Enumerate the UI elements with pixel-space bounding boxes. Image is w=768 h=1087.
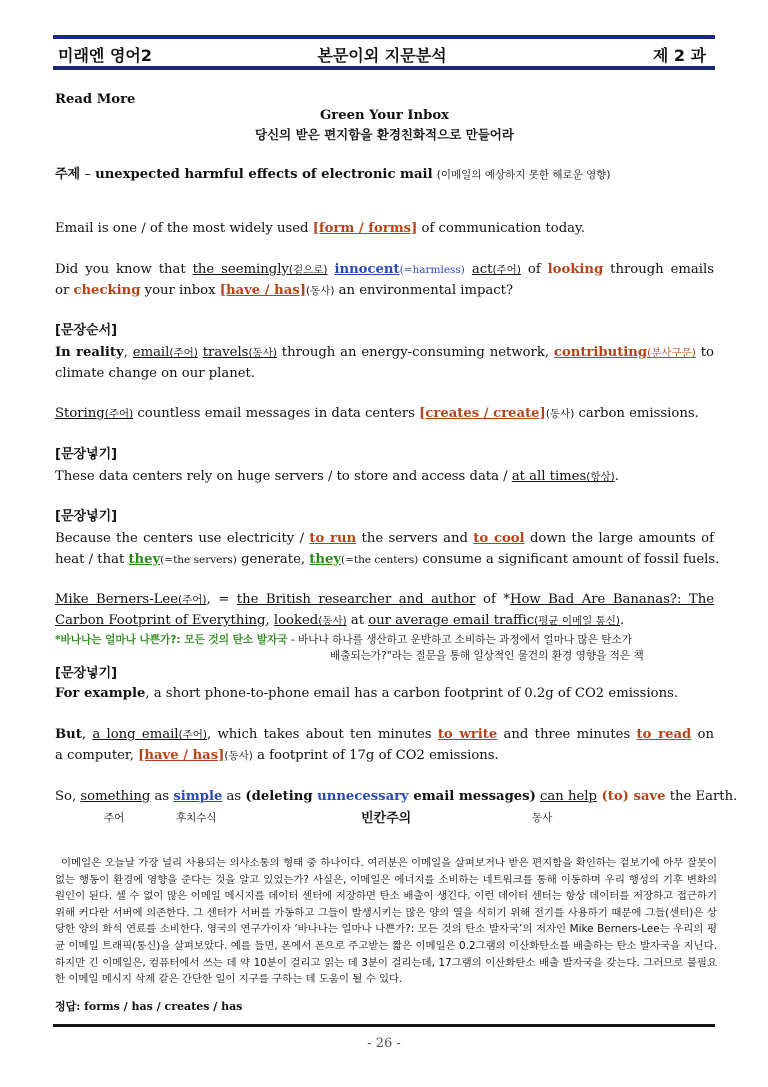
label-subject: 주어	[104, 812, 125, 824]
s9-verb-ko: (동사)	[224, 750, 253, 762]
s7-of: of *	[475, 592, 510, 607]
s9-comma: ,	[81, 727, 93, 742]
s9-text-d: a computer,	[55, 748, 139, 763]
s2-of: of	[520, 262, 548, 277]
sentence-2-line-2	[55, 281, 714, 301]
korean-translation	[55, 855, 717, 988]
read-more-heading: Read More	[55, 92, 136, 107]
s10-unnecessary: unnecessary	[317, 789, 409, 804]
s2-checking: checking	[73, 283, 141, 298]
sentence-5	[55, 467, 714, 487]
s10-simple: simple	[173, 789, 223, 804]
s6-text-d: heat / that	[55, 552, 129, 567]
s3-email	[133, 345, 198, 360]
title-ko: 당신의 받은 편지함을 환경친화적으로 만들어라	[255, 127, 514, 142]
s9-text-a: , which takes about ten minutes	[207, 727, 438, 742]
s4-end: carbon emissions.	[574, 406, 699, 421]
book-note-line-2: 배출되는가?"라는 질문을 통해 일상적인 물건의 환경 영향을 적은 책	[330, 650, 644, 662]
book-note-line-1: 바나나 하나를 생산하고 운반하고 소비하는 과정에서 얼마나 많은 탄소가	[298, 634, 633, 646]
sentence-3-line-1	[55, 343, 714, 363]
s3-to: to	[695, 345, 714, 360]
s6-they-2-note: (=the centers)	[341, 554, 419, 566]
page-header	[58, 41, 706, 65]
s10-paren-open: (deleting	[245, 789, 318, 804]
s2-innocent-note: (=harmless)	[399, 264, 465, 276]
s1-text-a: Email is one / of the most widely used	[55, 221, 313, 236]
topic-label: 주제	[55, 167, 81, 182]
s2-through: through emails	[603, 262, 714, 277]
answer-key: 정답: forms / has / creates / has	[55, 1000, 243, 1013]
s2-act-ko: (주어)	[492, 264, 521, 276]
s10-email-msg: email messages)	[408, 789, 536, 804]
s7-looked-text: looked	[273, 613, 319, 628]
s5-atall	[512, 469, 615, 484]
s6-they-1-note: (=the servers)	[160, 554, 237, 566]
s9-on: on	[691, 727, 714, 742]
s4-verb-ko: (동사)	[545, 408, 575, 420]
s3-travels	[203, 345, 277, 360]
s3-email-text: email	[132, 345, 170, 360]
s5-atall-text: at all times	[511, 469, 587, 484]
label-verb: 동사	[532, 812, 553, 824]
book-note	[55, 632, 714, 648]
s2-seemingly	[193, 262, 328, 277]
s7-traffic	[368, 613, 620, 628]
s2-innocent: innocent	[334, 262, 400, 277]
s1-text-b: of communication today.	[417, 221, 585, 236]
s3-email-ko: (주어)	[169, 347, 198, 359]
s9-choice: [have / has]	[138, 748, 225, 763]
topic-line	[55, 165, 714, 185]
s4-choice: [creates / create]	[419, 406, 546, 421]
s7-book-2: Carbon Footprint of Everything	[55, 613, 266, 628]
s3-travels-ko: (동사)	[248, 347, 277, 359]
book-note-title: *바나나는 얼마나 나쁜가?: 모든 것의 탄소 발자국	[55, 634, 288, 646]
s2-seemingly-text: the seemingly	[192, 262, 289, 277]
header-rule-top	[53, 35, 715, 39]
section-insert-1: [문장넣기]	[55, 447, 118, 462]
s10-as-2: as	[222, 789, 246, 804]
topic-ko: (이메일의 예상하지 못한 해로운 영향)	[436, 169, 611, 181]
s6-text-e: generate,	[236, 552, 310, 567]
sentence-7-line-2	[55, 611, 714, 631]
label-post-modifier: 후치수식	[176, 812, 217, 824]
section-insert-3: [문장넣기]	[55, 666, 118, 681]
s5-text: These data centers rely on huge servers / to store and access data /	[55, 469, 512, 484]
s5-atall-ko: (항상)	[586, 471, 615, 483]
header-rule-bottom	[53, 66, 715, 70]
s6-text-f: consume a significant amount of fossil fuels.	[418, 552, 720, 567]
s3-comma: ,	[123, 345, 133, 360]
s3-contributing	[554, 345, 696, 360]
s6-text-c: down the large amounts of	[524, 531, 715, 546]
sentence-2-line-1	[55, 260, 714, 280]
s4-mid: countless email messages in data centers	[133, 406, 420, 421]
footer-rule	[53, 1024, 715, 1027]
s9-text-b: and three minutes	[497, 727, 637, 742]
s2-looking: looking	[547, 262, 604, 277]
s6-torun: to run	[309, 531, 357, 546]
s7-end: .	[620, 613, 625, 628]
s10-as-1: as	[150, 789, 174, 804]
s2-act	[472, 262, 521, 277]
s3-travels-text: travels	[202, 345, 249, 360]
s7-book-1: How Bad Are Bananas?: The	[509, 592, 714, 607]
sentence-3-line-2: climate change on our planet.	[55, 366, 256, 381]
s6-text-b: the servers and	[356, 531, 474, 546]
s4-storing	[55, 406, 133, 421]
s7-looked	[274, 613, 347, 628]
s2-text-a: Did you know that	[55, 262, 193, 277]
s2-choice: [have / has]	[219, 283, 306, 298]
s7-looked-ko: (동사)	[318, 615, 347, 627]
s3-mid: through an energy-consuming network,	[276, 345, 554, 360]
s10-something: something	[80, 789, 151, 804]
s4-storing-ko: (주어)	[104, 408, 134, 420]
s7-mike-ko: (주어)	[178, 594, 207, 606]
sentence-7-line-1	[55, 590, 714, 610]
s7-mike-text: Mike Berners-Lee	[55, 592, 179, 607]
sentence-4	[55, 404, 714, 424]
s7-text-a: , =	[206, 592, 237, 607]
title-en: Green Your Inbox	[320, 108, 449, 123]
s6-text-a: Because the centers use electricity /	[55, 531, 310, 546]
s10-save: save	[633, 789, 666, 804]
s2-verb-ko: (동사)	[305, 285, 335, 297]
sentence-1	[55, 219, 714, 239]
s9-long-email	[92, 727, 207, 742]
section-order: [문장순서]	[55, 323, 118, 338]
s9-long-email-text: a long email	[92, 727, 179, 742]
label-blank-caution: 빈칸주의	[361, 811, 412, 826]
header-left: 미래엔 영어2	[58, 46, 152, 65]
sentence-6-line-2	[55, 550, 720, 570]
s3-contributing-text: contributing	[553, 345, 648, 360]
s10-end: the Earth.	[665, 789, 738, 804]
topic-dash: –	[84, 167, 91, 182]
translation-text: 이메일은 오늘날 가장 널리 사용되는 의사소통의 형태 중 하나이다. 여러분은 이메일을 살펴보거나 받은 편지함을 확인하는 겉보기에 아무 잘못이 없는 행동이 환경에 영향을 준다는 것을 알고 있었는가? 사실은, 이메일은 에너지를 소비하는 네트워크를 통해 이동하며 우리 행성의 기후 변화의 원인이 된다. 셀 수 없이 많은 이메일 메시지를 데이터 센터에 저장하면 탄소 배출이 생긴다. 이런 데이터 센터는 항상 데이터를 저장하고 접근하기 위해 커다란 서버에 의존한다. 그 센터가 서버를 가동하고 그들이 발생시키는 많은 양의 열을 식히기 위해 전기를 사용하기 때문에 그들(센터)은 상당한 양의 화석 연료를 소비한다. 영국의 연구가이자 ‘바나나는 얼마나 나쁜가?: 모든 것의 탄소 발자국’의 저자인 Mike Berners-Lee는 우리의 평균 이메일 트래픽(통신)을 살펴보았다. 예를 들면, 폰에서 폰으로 주고받는 짧은 이메일은 0.2그램의 이산화탄소를 배출하는 탄소 발자국을 지닌다. 하지만 긴 이메일은, 컴퓨터에서 쓰는 데 약 10분이 걸리고 읽는 데 3분이 걸리는데, 17그램의 이산화탄소 배출 발자국을 갖는다. 그러므로 불필요한 이메일 메시지 삭제 같은 간단한 일이 지구를 구하는 데 도움이 될 수 있다.	[55, 857, 717, 986]
s6-they-2: they	[309, 552, 341, 567]
s7-british: the British researcher and author	[236, 592, 476, 607]
page-number: - 26 -	[367, 1036, 401, 1051]
s9-but: But	[55, 727, 82, 742]
s3-inreality: In reality	[55, 345, 124, 360]
sentence-9-line-2	[55, 746, 714, 766]
s1-choice: [form / forms]	[312, 221, 418, 236]
s9-end: a footprint of 17g of CO2 emissions.	[252, 748, 499, 763]
s8-forexample: For example	[55, 686, 146, 701]
topic-text: unexpected harmful effects of electronic mail	[95, 167, 433, 182]
s3-contributing-ko: (분사구문)	[647, 347, 696, 359]
s4-storing-text: Storing	[55, 406, 105, 421]
s7-traffic-ko: (평균 이메일 통신)	[534, 615, 621, 627]
s5-end: .	[614, 469, 619, 484]
s10-so: So,	[55, 789, 81, 804]
s8-rest: , a short phone-to-phone email has a carbon footprint of 0.2g of CO2 emissions.	[145, 686, 679, 701]
s2-inbox: your inbox	[140, 283, 220, 298]
header-right: 제 2 과	[652, 46, 706, 65]
s7-traffic-text: our average email traffic	[368, 613, 535, 628]
s9-toread: to read	[636, 727, 692, 742]
s9-towrite: to write	[437, 727, 498, 742]
s2-end: an environmental impact?	[334, 283, 514, 298]
sentence-8	[55, 684, 714, 704]
s9-long-email-ko: (주어)	[178, 729, 207, 741]
s6-tocool: to cool	[473, 531, 525, 546]
s7-mike	[55, 592, 207, 607]
s6-they-1: they	[128, 552, 161, 567]
s2-seemingly-ko: (겉으로)	[288, 264, 328, 276]
sentence-10	[55, 787, 738, 807]
s7-at: at	[346, 613, 369, 628]
book-note-dash: -	[287, 634, 299, 646]
s7-comma: ,	[265, 613, 274, 628]
sentence-9-line-1	[55, 725, 714, 745]
s2-or: or	[55, 283, 74, 298]
section-insert-2: [문장넣기]	[55, 509, 118, 524]
s10-canhelp: can help	[540, 789, 597, 804]
s2-act-text: act	[471, 262, 493, 277]
header-center: 본문이외 지문분석	[317, 46, 447, 65]
sentence-6-line-1	[55, 529, 714, 549]
s10-to: (to)	[596, 789, 634, 804]
